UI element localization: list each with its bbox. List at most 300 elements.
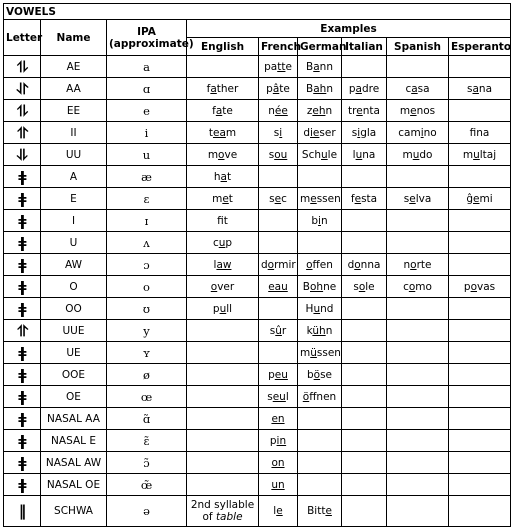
vowel-name: NASAL AW	[41, 452, 107, 474]
example-text: n	[268, 104, 275, 117]
table-row	[4, 496, 511, 527]
letter-glyph: ⥮	[4, 56, 41, 78]
lang-header: German	[298, 38, 342, 56]
example-german	[298, 474, 342, 496]
example-spanish	[387, 188, 449, 210]
example-esperanto	[449, 210, 511, 232]
example-text: d	[347, 258, 355, 271]
ipa-symbol: ɛ	[107, 188, 187, 210]
table-row	[4, 474, 511, 496]
example-text: Sch	[301, 148, 322, 161]
example-spanish	[387, 496, 449, 527]
example-vowel-highlight: e	[310, 192, 317, 205]
example-italian	[342, 144, 387, 166]
table-row	[4, 210, 511, 232]
vowel-name: AE	[41, 56, 107, 78]
example-text: s	[403, 192, 410, 205]
ipa-symbol: u	[107, 144, 187, 166]
example-vowel-highlight: a	[313, 60, 320, 73]
vowel-name: NASAL E	[41, 430, 107, 452]
example-vowel-highlight: i	[357, 126, 361, 139]
example-italian	[342, 254, 387, 276]
examples-header: Examples	[187, 20, 511, 38]
example-vowel-highlight: o	[267, 258, 275, 271]
table-row	[4, 254, 511, 276]
example-english	[187, 364, 259, 386]
example-text: l	[352, 148, 356, 161]
example-text: f	[350, 192, 355, 205]
example-italian	[342, 122, 387, 144]
example-french	[259, 342, 298, 364]
table-row	[4, 78, 511, 100]
example-esperanto	[449, 408, 511, 430]
table-row	[4, 122, 511, 144]
example-text: p	[269, 434, 277, 447]
letter-glyph: ⥣	[4, 320, 41, 342]
example-french	[259, 496, 298, 527]
example-vowel-highlight: aw	[216, 258, 232, 271]
example-esperanto	[449, 276, 511, 298]
example-text: m	[462, 148, 474, 161]
example-french	[259, 452, 298, 474]
letter-glyph: ǂ	[4, 474, 41, 496]
example-vowel-highlight: eu	[274, 368, 288, 381]
example-esperanto	[449, 342, 511, 364]
example-vowel-highlight: o	[358, 280, 366, 293]
example-english	[187, 276, 259, 298]
example-text: nn	[319, 60, 333, 73]
example-text: do	[419, 148, 433, 161]
example-french	[259, 122, 298, 144]
example-esperanto	[449, 166, 511, 188]
example-text: s	[351, 126, 358, 139]
vowels-table	[3, 3, 511, 527]
ipa-symbol: ɑ	[107, 78, 187, 100]
ipa-header	[107, 20, 194, 56]
example-esperanto	[449, 474, 511, 496]
example-text: c	[281, 192, 287, 205]
example-vowel-highlight: u	[313, 302, 321, 315]
example-text: c	[403, 280, 409, 293]
table-row	[4, 386, 511, 408]
example-text: k	[306, 324, 313, 337]
letter-header: Letter	[4, 20, 41, 56]
example-text: ĝ	[466, 192, 474, 205]
example-italian	[342, 386, 387, 408]
example-text: ssen	[316, 192, 341, 205]
example-vowel-highlight: u	[473, 148, 480, 161]
ipa-symbol: ʏ	[107, 342, 187, 364]
table-title: VOWELS	[4, 4, 511, 20]
example-text: s	[467, 82, 473, 95]
table-row	[4, 188, 511, 210]
example-french	[259, 78, 298, 100]
example-text: f	[469, 126, 477, 139]
example-text: gla	[360, 126, 377, 139]
example-italian	[342, 78, 387, 100]
example-text: lva	[415, 192, 432, 205]
example-esperanto	[449, 78, 511, 100]
lang-header: Italian	[342, 38, 387, 56]
example-spanish	[387, 386, 449, 408]
example-vowel-highlight: ü	[310, 346, 317, 359]
example-text: nta	[362, 104, 380, 117]
example-text: 2nd syllable of	[190, 499, 255, 523]
example-esperanto	[449, 364, 511, 386]
example-vowel-highlight: o	[408, 280, 416, 293]
example-spanish	[387, 276, 449, 298]
example-text: f	[212, 104, 216, 117]
example-german	[298, 276, 342, 298]
example-text: m	[399, 104, 411, 117]
letter-glyph: ⥥	[4, 144, 41, 166]
example-vowel-highlight: ah	[313, 82, 327, 95]
letter-glyph: ǂ	[4, 298, 41, 320]
example-vowel-highlight: o	[210, 280, 218, 293]
ipa-symbol: œ̃	[107, 474, 187, 496]
example-italian	[342, 342, 387, 364]
example-text: ther	[216, 82, 239, 95]
example-french	[259, 144, 298, 166]
lang-header: Esperanto	[449, 38, 511, 56]
example-vowel-highlight: in	[276, 434, 287, 447]
example-vowel-highlight: o	[218, 148, 225, 161]
example-english	[187, 474, 259, 496]
example-english	[187, 122, 259, 144]
example-esperanto	[449, 100, 511, 122]
example-text: nna	[360, 258, 381, 271]
vowel-name: A	[41, 166, 107, 188]
vowel-name: AA	[41, 78, 107, 100]
example-vowel-highlight: on	[271, 456, 285, 469]
example-text: t	[228, 192, 233, 205]
ipa-symbol: œ	[107, 386, 187, 408]
example-vowel-highlight: en	[271, 412, 285, 425]
example-esperanto	[449, 122, 511, 144]
example-vowel-highlight: i	[279, 126, 283, 139]
example-esperanto	[449, 254, 511, 276]
example-vowel-highlight: e	[473, 192, 480, 205]
example-german	[298, 496, 342, 527]
example-esperanto	[449, 298, 511, 320]
ipa-symbol: ɪ	[107, 210, 187, 232]
example-text: B	[302, 280, 310, 293]
table-row	[4, 430, 511, 452]
example-text: rte	[416, 258, 432, 271]
example-vowel-highlight: ée	[274, 104, 288, 117]
example-text: b	[306, 368, 314, 381]
example-vowel-highlight: o	[354, 258, 361, 271]
example-text: l	[213, 258, 217, 271]
ipa-symbol: ʌ	[107, 232, 187, 254]
example-text: ssen	[316, 346, 341, 359]
vowel-name: OO	[41, 298, 107, 320]
example-text: ne	[323, 280, 337, 293]
table-row	[4, 276, 511, 298]
example-german	[298, 144, 342, 166]
example-vowel-highlight: tt	[277, 60, 286, 73]
example-text: cam	[398, 126, 421, 139]
vowel-name: AW	[41, 254, 107, 276]
example-vowel-highlight: a	[220, 170, 227, 183]
example-german	[298, 210, 342, 232]
example-vowel-highlight: i	[420, 126, 424, 139]
example-spanish	[387, 430, 449, 452]
example-italian	[342, 320, 387, 342]
example-vowel-highlight: ö	[302, 390, 310, 403]
example-text: s	[273, 126, 280, 139]
example-english	[187, 452, 259, 474]
example-german	[298, 122, 342, 144]
example-french	[259, 56, 298, 78]
example-esperanto	[449, 232, 511, 254]
example-vowel-highlight: u	[412, 148, 420, 161]
ipa-symbol: ɔ̃	[107, 452, 187, 474]
example-english	[187, 496, 259, 527]
example-spanish	[387, 452, 449, 474]
example-esperanto	[449, 452, 511, 474]
example-esperanto	[449, 320, 511, 342]
example-english	[187, 408, 259, 430]
letter-glyph: ⥣	[4, 122, 41, 144]
example-spanish	[387, 342, 449, 364]
example-vowel-highlight: a	[215, 104, 223, 117]
example-vowel-highlight: eh	[312, 104, 326, 117]
example-text: n	[326, 82, 333, 95]
example-text: t	[208, 126, 213, 139]
example-french	[259, 232, 298, 254]
vowel-name: OE	[41, 386, 107, 408]
example-text: ffen	[312, 258, 333, 271]
example-vowel-highlight: i	[318, 214, 321, 227]
letter-glyph: ǂ	[4, 166, 41, 188]
letter-glyph: ǂ	[4, 452, 41, 474]
example-text: ffnen	[309, 390, 337, 403]
example-vowel-highlight: o	[410, 258, 417, 271]
example-english	[187, 100, 259, 122]
table-row	[4, 232, 511, 254]
lang-header: English	[187, 38, 259, 56]
example-text: vas	[477, 280, 496, 293]
table-row	[4, 56, 511, 78]
example-italian	[342, 408, 387, 430]
example-italian	[342, 364, 387, 386]
example-vowel-highlight: e	[276, 505, 283, 517]
example-text: z	[306, 104, 313, 117]
ipa-symbol: ʊ	[107, 298, 187, 320]
vowel-name: UUE	[41, 320, 107, 342]
example-text: s	[269, 192, 275, 205]
table-row	[4, 100, 511, 122]
example-text: s	[269, 324, 276, 337]
example-esperanto	[449, 56, 511, 78]
name-header: Name	[41, 20, 107, 56]
example-vowel-highlight: o	[470, 280, 477, 293]
example-english	[187, 144, 259, 166]
example-german	[298, 430, 342, 452]
ipa-header-line1: IPA	[137, 25, 156, 38]
ipa-symbol: y	[107, 320, 187, 342]
example-spanish	[387, 408, 449, 430]
table-row	[4, 144, 511, 166]
example-english	[187, 254, 259, 276]
vowel-name: SCHWA	[41, 496, 107, 527]
example-text: na	[476, 126, 490, 139]
letter-glyph: ‖	[4, 496, 41, 527]
vowel-name: NASAL AA	[41, 408, 107, 430]
example-spanish	[387, 210, 449, 232]
example-italian	[342, 496, 387, 527]
example-text: no	[423, 126, 437, 139]
vowel-name: I	[41, 210, 107, 232]
example-vowel-highlight: e	[356, 104, 363, 117]
example-text: t	[223, 214, 228, 227]
example-text: s	[268, 148, 275, 161]
example-text: sa	[417, 82, 430, 95]
table-row	[4, 298, 511, 320]
example-text: n	[403, 258, 411, 271]
example-vowel-highlight: a	[411, 82, 418, 95]
example-vowel-highlight: ie	[310, 126, 320, 139]
example-text: b	[311, 214, 319, 227]
letter-glyph: ǂ	[4, 276, 41, 298]
example-english	[187, 430, 259, 452]
example-text: ve	[224, 148, 238, 161]
example-text: p	[212, 302, 220, 315]
example-text: p	[348, 82, 356, 95]
example-spanish	[387, 298, 449, 320]
vowel-name: U	[41, 232, 107, 254]
example-text: H	[305, 302, 314, 315]
letter-glyph: ⥯	[4, 78, 41, 100]
example-vowel-highlight: ö	[313, 368, 321, 381]
example-german	[298, 78, 342, 100]
ipa-symbol: e	[107, 100, 187, 122]
example-spanish	[387, 166, 449, 188]
example-italic: table	[215, 511, 243, 523]
example-vowel-highlight: â	[272, 82, 280, 95]
letter-glyph: ǂ	[4, 232, 41, 254]
vowel-name: UE	[41, 342, 107, 364]
example-spanish	[387, 320, 449, 342]
example-text: ver	[217, 280, 235, 293]
example-italian	[342, 56, 387, 78]
example-text: m	[225, 126, 237, 139]
example-text: na	[362, 148, 376, 161]
example-vowel-highlight: eau	[268, 280, 288, 293]
vowel-name: E	[41, 188, 107, 210]
example-french	[259, 210, 298, 232]
example-vowel-highlight: u	[355, 148, 363, 161]
example-text: m	[402, 148, 413, 161]
example-french	[259, 298, 298, 320]
example-text: rmir	[274, 258, 296, 271]
example-vowel-highlight: üh	[312, 324, 326, 337]
letter-glyph: ǂ	[4, 386, 41, 408]
example-text: e	[285, 60, 292, 73]
ipa-symbol: ø	[107, 364, 187, 386]
ipa-symbol: ɑ̃	[107, 408, 187, 430]
example-text: mi	[479, 192, 493, 205]
vowel-name: II	[41, 122, 107, 144]
example-english	[187, 320, 259, 342]
ipa-symbol: æ	[107, 166, 187, 188]
example-german	[298, 100, 342, 122]
example-text: s	[267, 390, 273, 403]
example-spanish	[387, 474, 449, 496]
example-text: na	[478, 82, 493, 95]
example-italian	[342, 276, 387, 298]
example-text: c	[405, 82, 412, 95]
ipa-symbol: o	[107, 276, 187, 298]
example-vowel-highlight: e	[325, 505, 332, 517]
example-text: ser	[319, 126, 336, 139]
example-french	[259, 408, 298, 430]
example-vowel-highlight: e	[222, 192, 229, 205]
example-vowel-highlight: u	[219, 302, 227, 315]
example-french	[259, 430, 298, 452]
letter-glyph: ǂ	[4, 430, 41, 452]
letter-glyph: ǂ	[4, 188, 41, 210]
example-german	[298, 386, 342, 408]
ipa-symbol: ɛ̃	[107, 430, 187, 452]
example-vowel-highlight: a	[472, 82, 479, 95]
example-text: B	[306, 60, 314, 73]
example-esperanto	[449, 188, 511, 210]
example-french	[259, 474, 298, 496]
example-text: le	[365, 280, 375, 293]
ipa-symbol: ə	[107, 496, 187, 527]
example-text: h	[213, 170, 221, 183]
example-italian	[342, 452, 387, 474]
example-english	[187, 232, 259, 254]
example-text: l	[273, 505, 277, 517]
example-text: t	[226, 170, 232, 183]
example-vowel-highlight: e	[409, 192, 416, 205]
example-french	[259, 320, 298, 342]
example-vowel-highlight: e	[274, 192, 282, 205]
example-vowel-highlight: o	[306, 258, 313, 271]
letter-glyph: ǂ	[4, 254, 41, 276]
ipa-header-line2: (approximate)	[109, 37, 194, 50]
example-text: c	[212, 236, 219, 249]
example-vowel-highlight: e	[354, 192, 362, 205]
example-vowel-highlight: un	[271, 478, 285, 491]
example-text: p	[266, 82, 273, 95]
example-spanish	[387, 232, 449, 254]
example-english	[187, 210, 259, 232]
example-italian	[342, 166, 387, 188]
example-text: n	[325, 324, 333, 337]
example-text: nos	[416, 104, 436, 117]
example-vowel-highlight: a	[210, 82, 217, 95]
example-spanish	[387, 144, 449, 166]
example-text: pa	[264, 60, 278, 73]
example-text: le	[327, 148, 338, 161]
example-text: f	[217, 214, 224, 227]
letter-glyph: ⥮	[4, 100, 41, 122]
example-german	[298, 452, 342, 474]
example-text: p	[268, 368, 275, 381]
example-text: l	[285, 390, 289, 403]
example-spanish	[387, 78, 449, 100]
example-text: mo	[415, 280, 432, 293]
example-german	[298, 408, 342, 430]
ipa-symbol: ɔ	[107, 254, 187, 276]
example-esperanto	[449, 430, 511, 452]
example-text: p	[463, 280, 471, 293]
example-vowel-highlight: û	[275, 324, 282, 337]
